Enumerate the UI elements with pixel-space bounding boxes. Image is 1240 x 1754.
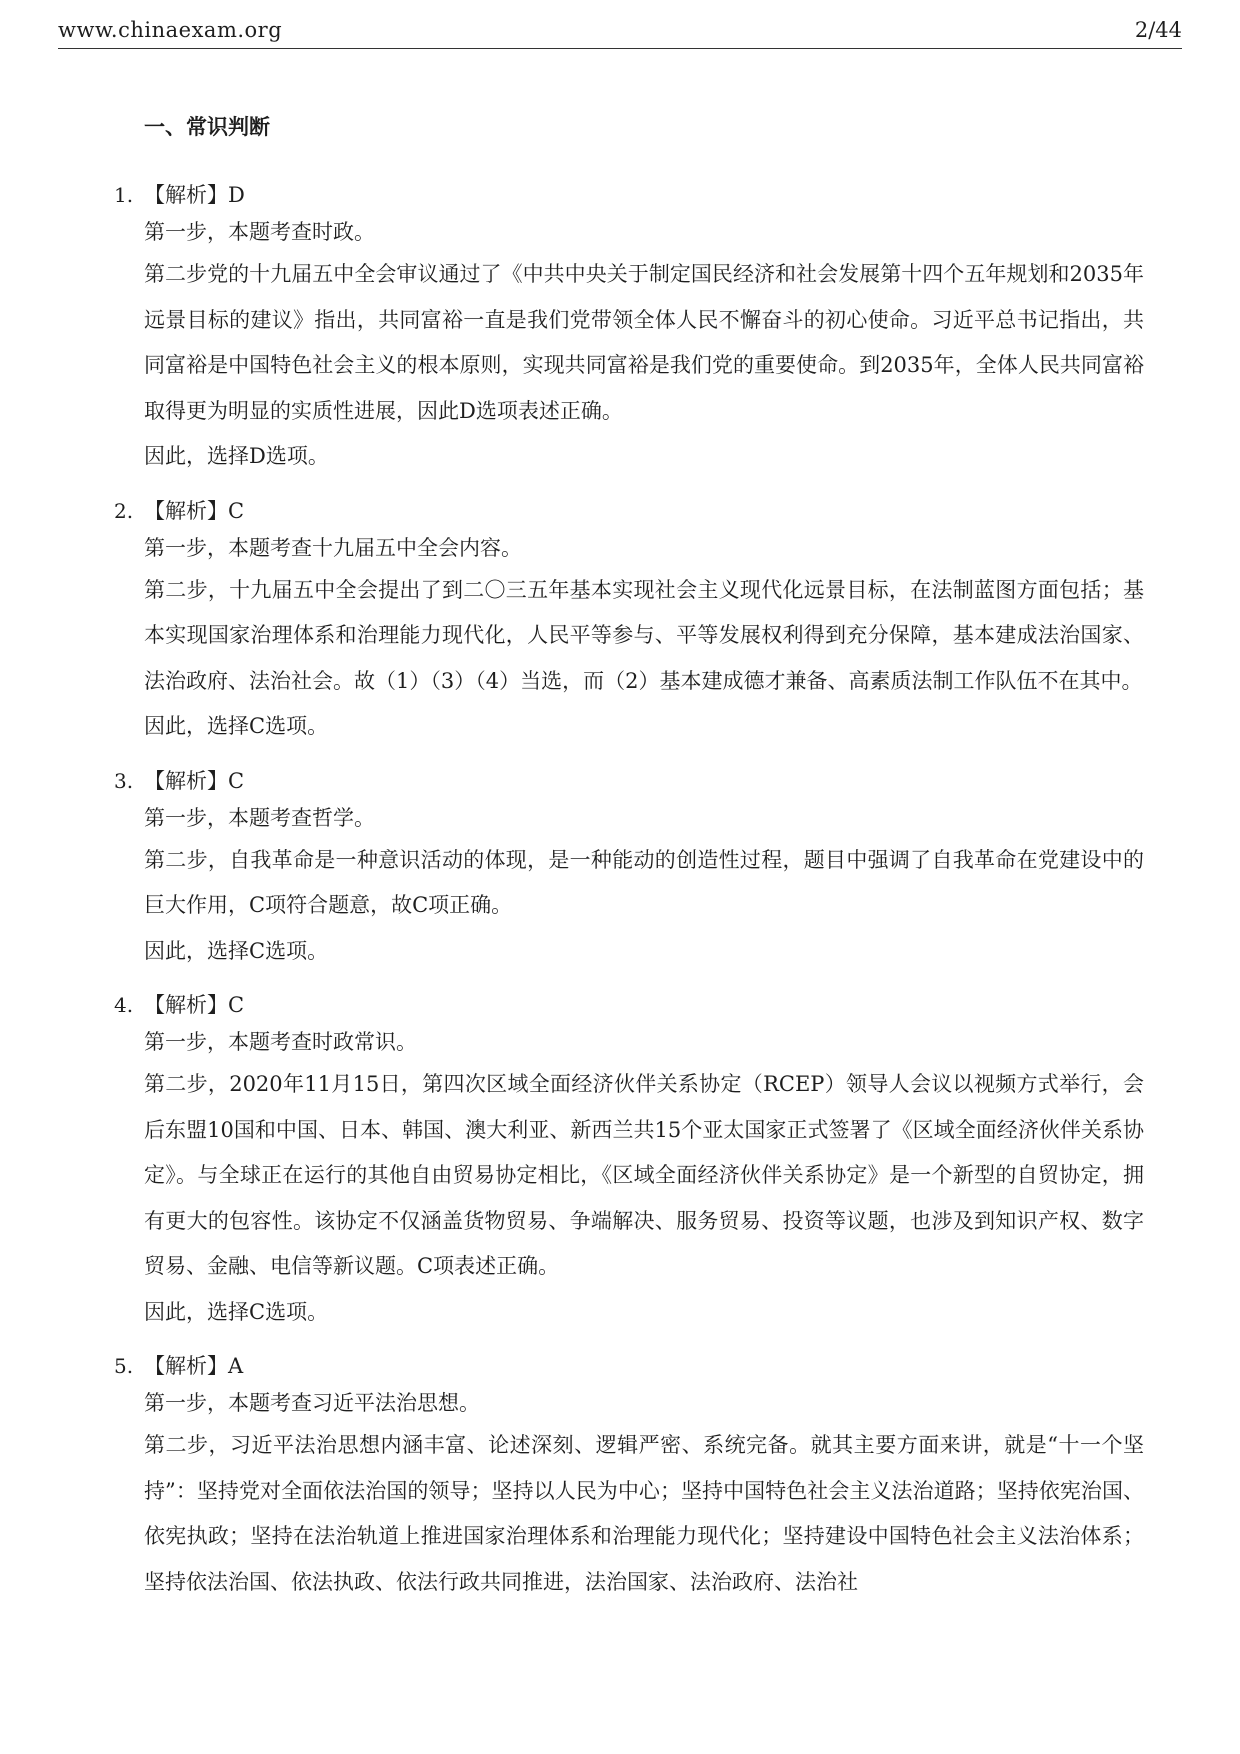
question-item bbox=[114, 178, 1144, 480]
conclusion: 因此，选择C选项。 bbox=[144, 714, 329, 738]
conclusion: 因此，选择D选项。 bbox=[144, 444, 329, 468]
step-two: 第二步，2020年11月15日，第四次区域全面经济伙伴关系协定（RCEP）领导人会议以视频方式举行，会后东盟10国和中国、日本、韩国、澳大利亚、新西兰共15个亚太国家正式签署了《区域全面经济伙伴关系协定》。与全球正在运行的其他自由贸易协定相比，《区域全面经济伙伴关系协定》是一个新型的自贸协定，拥有更大的包容性。该协定不仅涵盖货物贸易、争端解决、服务贸易、投资等议题，也涉及到知识产权、数字贸易、金融、电信等新议题。C项表述正确。 bbox=[144, 1072, 1144, 1278]
step-two: 第二步党的十九届五中全会审议通过了《中共中央关于制定国民经济和社会发展第十四个五年规划和2035年远景目标的建议》指出，共同富裕一直是我们党带领全体人民不懈奋斗的初心使命。习近平总书记指出，共同富裕是中国特色社会主义的根本原则，实现共同富裕是我们党的重要使命。到2035年，全体人民共同富裕取得更为明显的实质性进展，因此D选项表述正确。 bbox=[144, 262, 1144, 423]
step-one: 第一步，本题考查十九届五中全会内容。 bbox=[144, 535, 522, 560]
document-body bbox=[114, 110, 1144, 1619]
question-item bbox=[114, 988, 1144, 1335]
question-header bbox=[114, 178, 1144, 212]
question-number: 4. bbox=[114, 993, 134, 1017]
step-one: 第一步，本题考查习近平法治思想。 bbox=[144, 1391, 480, 1415]
question-header bbox=[114, 1349, 1144, 1383]
answer-label: 【解析】D bbox=[144, 183, 245, 207]
answer-label: 【解析】A bbox=[144, 1354, 244, 1378]
page-number: 2/44 bbox=[1134, 18, 1182, 42]
question-header bbox=[114, 494, 1144, 528]
step-one: 第一步，本题考查时政常识。 bbox=[144, 1030, 417, 1054]
answer-label: 【解析】C bbox=[144, 993, 245, 1017]
question-header bbox=[114, 988, 1144, 1022]
step-two: 第二步，自我革命是一种意识活动的体现，是一种能动的创造性过程，题目中强调了自我革命在党建设中的巨大作用，C项符合题意，故C项正确。 bbox=[144, 847, 1144, 917]
question-item bbox=[114, 764, 1144, 975]
page-header bbox=[58, 16, 1182, 49]
question-item bbox=[114, 1349, 1144, 1605]
question-number: 5. bbox=[114, 1354, 134, 1378]
answer-label: 【解析】C bbox=[144, 768, 245, 793]
question-number: 2. bbox=[114, 498, 134, 523]
conclusion: 因此，选择C选项。 bbox=[144, 1299, 329, 1324]
step-one: 第一步，本题考查时政。 bbox=[144, 220, 375, 244]
step-two: 第二步，十九届五中全会提出了到二〇三五年基本实现社会主义现代化远景目标，在法制蓝图方面包括；基本实现国家治理体系和治理能力现代化，人民平等参与、平等发展权利得到充分保障，基本建成法治国家、法治政府、法治社会。故（1）（3）（4）当选，而（2）基本建成德才兼备、高素质法制工作队伍不在其中。 bbox=[144, 577, 1144, 693]
question-number: 3. bbox=[114, 768, 134, 793]
question-item bbox=[114, 494, 1144, 750]
answer-label: 【解析】C bbox=[144, 498, 245, 523]
question-number: 1. bbox=[114, 183, 134, 207]
section-title: 一、常识判断 bbox=[144, 114, 270, 139]
step-one: 第一步，本题考查哲学。 bbox=[144, 805, 375, 830]
step-two: 第二步，习近平法治思想内涵丰富、论述深刻、逻辑严密、系统完备。就其主要方面来讲，就是“十一个坚持”：坚持党对全面依法治国的领导；坚持以人民为中心；坚持中国特色社会主义法治道路；坚持依宪治国、依宪执政；坚持在法治轨道上推进国家治理体系和治理能力现代化；坚持建设中国特色社会主义法治体系；坚持依法治国、依法执政、依法行政共同推进，法治国家、法治政府、法治社 bbox=[144, 1433, 1144, 1594]
conclusion: 因此，选择C选项。 bbox=[144, 938, 329, 963]
site-url: www.chinaexam.org bbox=[58, 18, 283, 42]
question-header bbox=[114, 764, 1144, 798]
